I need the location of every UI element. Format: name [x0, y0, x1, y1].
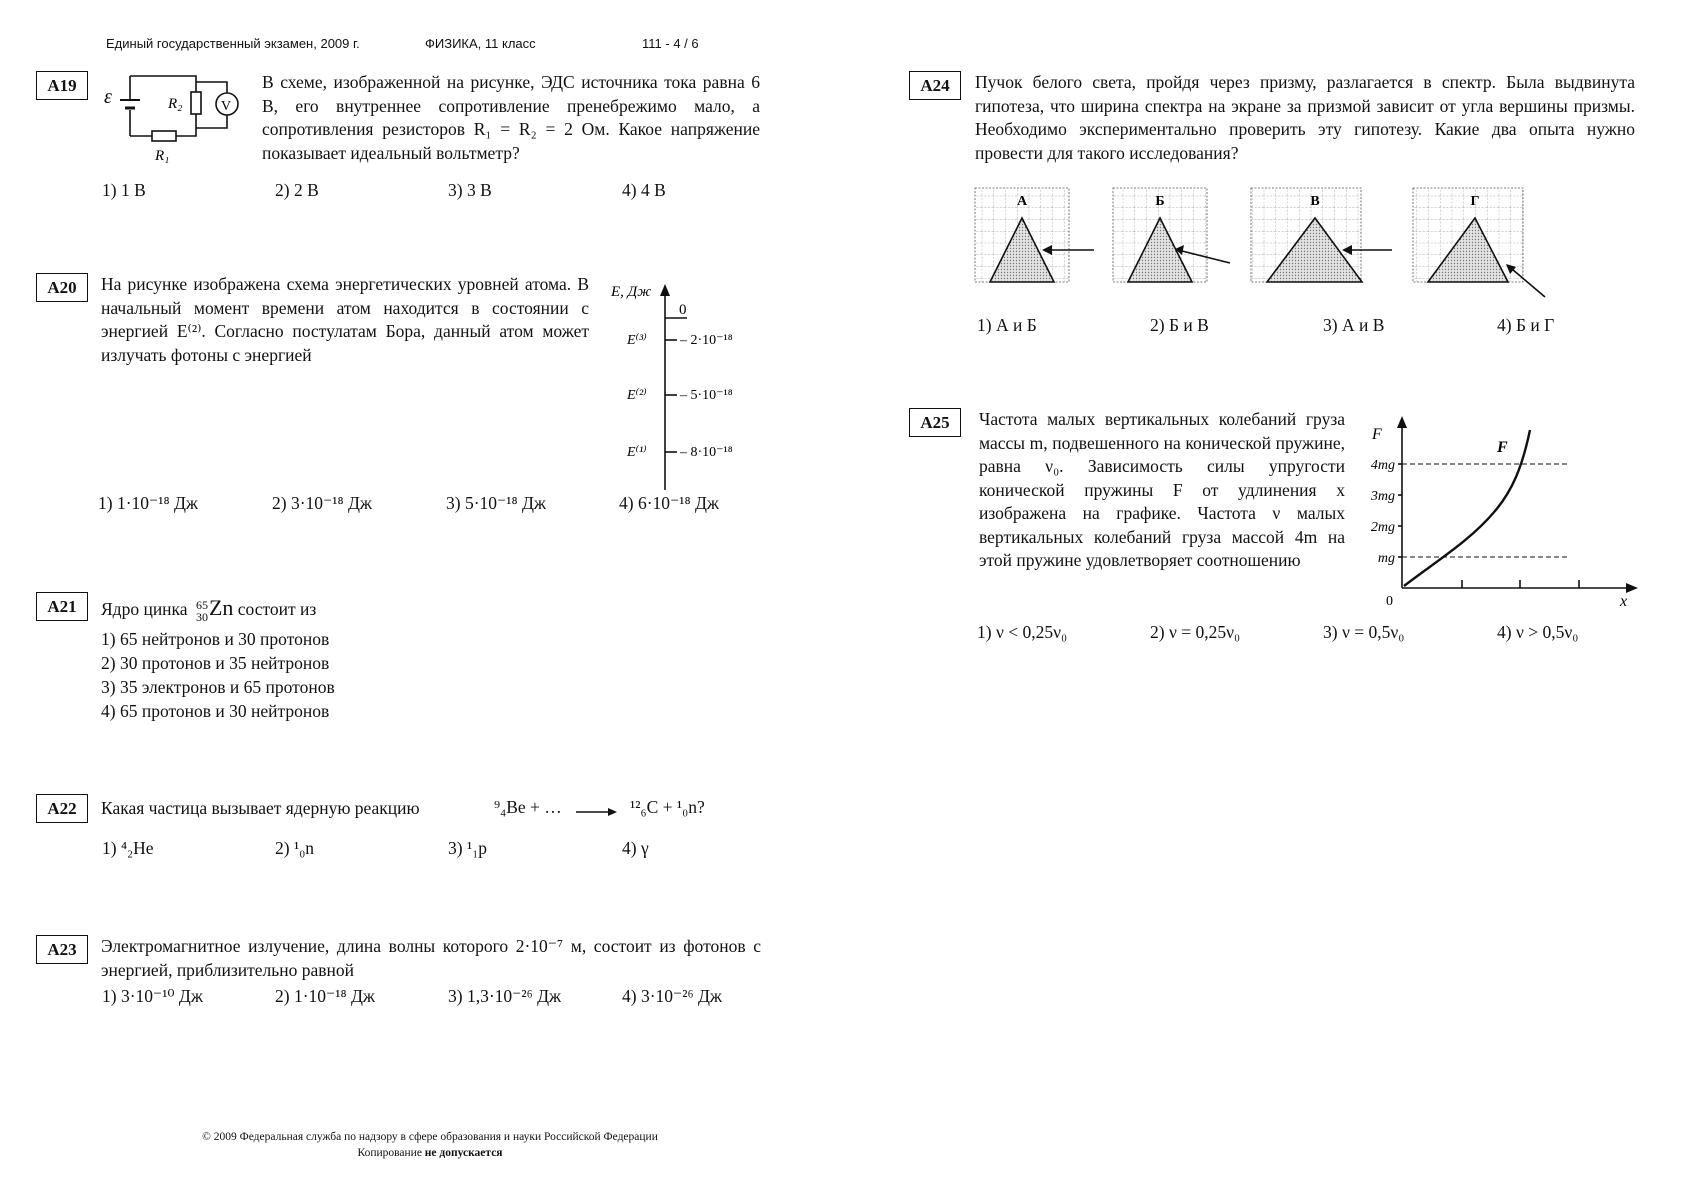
prism-label-g: Г [1470, 194, 1480, 209]
level-name-2: E⁽²⁾ [627, 388, 647, 403]
a21-text-start: Ядро цинка [101, 599, 188, 619]
question-number-a22: А22 [36, 794, 88, 823]
level-name-1: E⁽¹⁾ [627, 445, 647, 460]
force-curve [1404, 430, 1530, 586]
question-text-a20: На рисунке изображена схема энергетических уровней атома. В начальный момент времени атом находится в состоянии с энергией E⁽²⁾. Согласно постулатам Бора, данный атом может излучать фотоны с энергией [101, 274, 589, 365]
option-a24-2[interactable]: 2) Б и В [1150, 315, 1209, 335]
question-text-a19: В схеме, изображенной на рисунке, ЭДС источника тока равна 6 В, его внутреннее сопротивление пренебрежимо мало, а сопротивления резисторов R₁ = R₂ = 2 Ом. Какое напряжение показывает идеальный вольтметр? [262, 72, 760, 163]
option-a23-4[interactable]: 4) 3·10⁻²⁶ Дж [622, 986, 723, 1006]
question-number-a24: А24 [909, 71, 961, 100]
option-a21-4[interactable]: 4) 65 протонов и 30 нейтронов [101, 701, 330, 721]
question-number-a21: А21 [36, 592, 88, 621]
tick-mg: mg [1377, 551, 1395, 566]
emf-label: ε [104, 86, 112, 108]
circuit-diagram [100, 70, 250, 165]
question-number-a19: А19 [36, 71, 88, 100]
option-a20-1[interactable]: 1) 1·10⁻¹⁸ Дж [98, 493, 199, 513]
r1-label: R₁ [155, 148, 170, 164]
x-axis-arrow [1626, 583, 1638, 593]
question-number-a23: А23 [36, 935, 88, 964]
reaction-left: ⁹₄Be + … [494, 797, 562, 817]
prism-label-a: А [1016, 194, 1028, 209]
prism-v [1251, 188, 1392, 282]
footer-copyright: © 2009 Федеральная служба по надзору в сфере образования и науки Российской Федерации [202, 1131, 658, 1143]
option-a25-4[interactable]: 4) ν > 0,5ν₀ [1497, 622, 1579, 642]
option-a25-3[interactable]: 3) ν = 0,5ν₀ [1323, 622, 1405, 642]
option-a25-1[interactable]: 1) ν < 0,25ν₀ [977, 622, 1068, 642]
option-a25-2[interactable]: 2) ν = 0,25ν₀ [1150, 622, 1241, 642]
option-a20-2[interactable]: 2) 3·10⁻¹⁸ Дж [272, 493, 373, 513]
question-text-a22: Какая частица вызывает ядерную реакцию [101, 798, 420, 818]
header-subject: ФИЗИКА, 11 класс [425, 36, 536, 51]
nuclide-symbol: Zn [208, 595, 234, 620]
nuclide-charge: 30 [195, 609, 208, 624]
energy-level-diagram [605, 282, 765, 492]
option-a22-4[interactable]: 4) γ [622, 838, 649, 858]
prism-g [1413, 188, 1545, 297]
r2-label: R₂ [168, 96, 183, 112]
footer-copying-text: Копирование [357, 1147, 425, 1159]
header-exam: Единый государственный экзамен, 2009 г. [106, 36, 360, 51]
footer-copying-bold: не допускается [424, 1147, 503, 1159]
option-a24-4[interactable]: 4) Б и Г [1497, 315, 1555, 335]
level-name-3: E⁽³⁾ [627, 333, 647, 348]
option-a24-3[interactable]: 3) А и В [1323, 315, 1385, 335]
option-a21-1[interactable]: 1) 65 нейтронов и 30 протонов [101, 629, 330, 649]
option-a19-4[interactable]: 4) 4 В [622, 180, 666, 200]
question-text-a25: Частота малых вертикальных колебаний груза массы m, подвешенного на конической пружине, равна ν₀. Зависимость силы упругости конической пружины F от удлинения x изображена на графике. Частота ν малых вертикальных колебаний груза массой 4m на этой пружине удовлетворяет соотношению [979, 409, 1345, 570]
energy-axis-arrow [660, 284, 670, 296]
level-value-2: – 5·10⁻¹⁸ [680, 388, 733, 403]
force-extension-graph [1350, 416, 1640, 616]
reaction-right: ¹²₆C + ¹₀n? [630, 797, 705, 817]
nuclide-mass: 65 [195, 597, 208, 612]
energy-zero-label: 0 [679, 302, 687, 318]
level-value-1: – 8·10⁻¹⁸ [680, 445, 733, 460]
option-a19-3[interactable]: 3) 3 В [448, 180, 492, 200]
option-a22-3[interactable]: 3) ¹₁p [448, 838, 488, 858]
option-a19-2[interactable]: 2) 2 В [275, 180, 319, 200]
prism-a [975, 188, 1094, 282]
option-a21-2[interactable]: 2) 30 протонов и 35 нейтронов [101, 653, 330, 673]
tick-3mg: 3mg [1370, 489, 1395, 504]
option-a23-3[interactable]: 3) 1,3·10⁻²⁶ Дж [448, 986, 562, 1006]
graph-origin: 0 [1386, 594, 1393, 609]
nuclide-numbers [196, 599, 208, 623]
reaction-arrow-icon [576, 806, 618, 818]
option-a20-3[interactable]: 3) 5·10⁻¹⁸ Дж [446, 493, 547, 513]
question-text-a21 [101, 596, 316, 623]
graph-x-label: x [1620, 593, 1628, 610]
option-a23-1[interactable]: 1) 3·10⁻¹⁰ Дж [102, 986, 203, 1006]
question-number-a20: А20 [36, 273, 88, 302]
option-a21-3[interactable]: 3) 35 электронов и 65 протонов [101, 677, 335, 697]
a21-text-end: состоит из [237, 599, 317, 619]
prism-label-b: Б [1155, 194, 1165, 209]
tick-2mg: 2mg [1370, 520, 1395, 535]
option-a24-1[interactable]: 1) А и Б [977, 315, 1037, 335]
question-text-a24: Пучок белого света, пройдя через призму, разлагается в спектр. Была выдвинута гипотеза, что ширина спектра на экране за призмой зависит от угла вершины призмы. Необходимо экспериментально проверить эту гипотезу. Какие два опыта нужно провести для такого исследования? [975, 72, 1635, 163]
option-a22-1[interactable]: 1) ⁴₂He [102, 838, 154, 858]
prism-label-v: В [1310, 194, 1320, 209]
question-number-a25: А25 [909, 408, 961, 437]
f-axis-arrow [1397, 416, 1407, 428]
option-a22-2[interactable]: 2) ¹₀n [275, 838, 315, 858]
graph-y-label: F [1372, 426, 1382, 443]
prism-experiments [970, 184, 1570, 302]
voltmeter-label: V [221, 99, 232, 114]
curve-label: F [1497, 439, 1508, 456]
header-page: 111 - 4 / 6 [642, 36, 699, 51]
option-a20-4[interactable]: 4) 6·10⁻¹⁸ Дж [619, 493, 720, 513]
option-a19-1[interactable]: 1) 1 В [102, 180, 146, 200]
energy-axis-label: E, Дж [611, 284, 652, 300]
tick-4mg: 4mg [1370, 458, 1395, 473]
option-a23-2[interactable]: 2) 1·10⁻¹⁸ Дж [275, 986, 376, 1006]
footer-copying [120, 1147, 740, 1159]
question-text-a23: Электромагнитное излучение, длина волны которого 2·10⁻⁷ м, состоит из фотонов с энергией, приблизительно равной [101, 936, 761, 980]
prism-b [1113, 188, 1230, 282]
level-value-3: – 2·10⁻¹⁸ [680, 333, 733, 348]
